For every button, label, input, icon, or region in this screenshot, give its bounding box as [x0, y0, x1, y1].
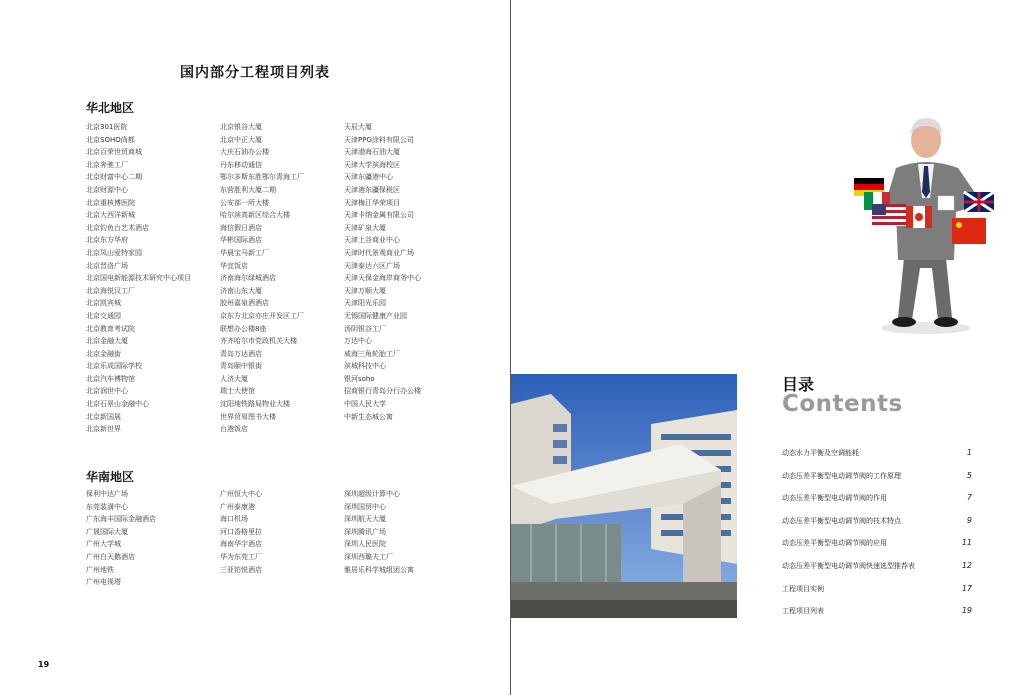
toc-entry-label: 工程项目列表: [782, 607, 824, 616]
toc-entry[interactable]: [782, 471, 972, 494]
project-list-item: 哈尔滨高新区综合大楼: [220, 211, 290, 220]
toc-entry-label: 动态压差平衡型电动调节阀的作用: [782, 494, 887, 503]
toc-entry[interactable]: [782, 538, 972, 561]
project-list-item: 天辰大厦: [344, 123, 372, 131]
project-list-item: 北京银谷大厦: [220, 123, 262, 131]
project-list-item: 天津卡纳金属有限公司: [344, 211, 414, 220]
toc-title: 目录: [782, 375, 815, 394]
toc-entry-page: 7: [966, 493, 972, 503]
project-list-item: 北京海悦汉工厂: [86, 286, 135, 295]
project-list-item: 三亚铂悦酒店: [220, 565, 262, 574]
modern-building-photo: [511, 374, 737, 618]
project-list-item: 丹东移动通信: [220, 160, 262, 169]
project-list-item: 北京中正大厦: [220, 135, 262, 144]
project-list-item: 广东海丰国际金融酒店: [86, 515, 156, 524]
project-list-item: 深圳航天大厦: [344, 515, 386, 524]
project-list-item: 深圳人民医院: [344, 540, 386, 549]
toc-entry-page: 19: [961, 606, 972, 616]
project-list-item: 北京百荣世贸商城: [86, 148, 142, 157]
right-page: [511, 0, 1024, 695]
project-list-item: 北京国电新能源技术研究中心项目: [86, 274, 191, 283]
project-list-item: 北京东方华府: [86, 236, 128, 245]
project-list-item: 无锡国际健康产业园: [344, 311, 407, 320]
toc-entry[interactable]: [782, 448, 972, 471]
project-list-item: 北京教育考试院: [86, 324, 135, 333]
project-list-item: 公安部一所大楼: [220, 198, 269, 207]
toc-entry[interactable]: [782, 561, 972, 584]
project-list-item: 沈阳地铁路局物业大楼: [220, 400, 290, 409]
project-list-item: 北京301医院: [86, 123, 128, 131]
toc-entry-page: 12: [961, 560, 972, 570]
project-list-item: 北京乐成国际学校: [86, 362, 142, 371]
project-list-item: 联想办公楼8座: [220, 324, 267, 333]
project-list-item: 海口机场: [220, 515, 248, 524]
project-list-item: 广州电视塔: [86, 578, 121, 587]
project-list-item: 北京钓鱼台艺术酒店: [86, 223, 149, 232]
project-list-item: 中新生态城公寓: [344, 412, 393, 421]
project-list-item: 北京汽车博物馆: [86, 374, 135, 383]
project-list-item: 北京新国展: [86, 412, 121, 421]
toc-entry-label: 动态压差平衡型电动调节阀的技术特点: [782, 516, 901, 525]
project-list-item: 深圳腾讯广场: [344, 527, 386, 536]
project-list-item: 滨城科技中心: [344, 362, 386, 371]
project-list-item: 大庆石油办公楼: [220, 148, 269, 157]
project-list-item: 北京凤山爱特家园: [86, 248, 142, 257]
project-list-item: 河口香格里拉: [220, 527, 262, 536]
toc-entry-label: 动态压差平衡型电动调节阀快速选型推荐表: [782, 561, 915, 570]
project-list-item: 华为东莞工厂: [220, 552, 262, 561]
project-list-item: 台港饭店: [220, 425, 248, 434]
project-list-item: 济南海尔绿城酒店: [220, 274, 276, 283]
project-list-item: 广州泰康港: [220, 502, 255, 511]
project-list-item: 华彬国际酒店: [220, 236, 262, 245]
project-list-item: 北京大西洋新城: [86, 211, 135, 220]
project-list-item: 深圳国贸中心: [344, 502, 386, 511]
project-list-item: 北京财源中心: [86, 185, 128, 194]
project-list-item: 北京交通园: [86, 311, 121, 320]
page-number: 19: [38, 660, 50, 669]
toc-entry-label: 动态水力平衡及空调能耗: [782, 449, 859, 457]
project-list-item: 天津万顺大厦: [344, 286, 386, 295]
project-list-item: 华宜饭店: [220, 261, 248, 270]
project-list-item: 天津PPG涂料有限公司: [344, 135, 414, 144]
project-list-item: 世界贸易图书大楼: [220, 412, 276, 421]
project-list-item: 银河soho: [344, 374, 375, 383]
project-list-item: 京东方北京亦庄开发区工厂: [220, 311, 304, 320]
project-list-item: 北京重核博医院: [86, 198, 135, 207]
project-list-item: 深圳超级计算中心: [344, 490, 400, 498]
project-list-item: 北京SOHO尚都: [86, 135, 135, 144]
project-list-item: 海南华宇酒店: [220, 540, 262, 549]
project-list-item: 天津天保金海岸商务中心: [344, 274, 421, 283]
project-list-item: 天津矿泉大厦: [344, 223, 386, 232]
project-list-item: 北京财富中心二期: [86, 173, 142, 182]
region-title-north: 华北地区: [86, 101, 135, 115]
project-list-item: 广州地铁: [86, 565, 114, 574]
project-list-item: 广州恒大中心: [220, 490, 262, 498]
region-title-south: 华南地区: [86, 470, 135, 484]
toc-subtitle: Contents: [782, 391, 903, 417]
project-list-item: 北京晋洛广场: [86, 261, 128, 270]
project-list-item: 广州大学城: [86, 540, 121, 549]
project-column-north-2: [220, 121, 304, 436]
project-list-item: 青岛万达酒店: [220, 349, 262, 358]
project-list-item: 北京新世界: [86, 425, 121, 434]
project-list-item: 天津东疆港中心: [344, 173, 393, 182]
businessman-with-flags-photo: [846, 108, 1006, 338]
project-list-item: 胶州嘉泉酒酒店: [220, 299, 269, 308]
project-list-item: 北京金融大厦: [86, 337, 128, 346]
project-list-item: 招商银行青岛分行办公楼: [344, 387, 421, 396]
project-list-item: 广州白天鹅酒店: [86, 552, 135, 561]
toc-entry-label: 工程项目实例: [782, 584, 824, 593]
project-list-item: 齐齐哈尔市党政机关大楼: [220, 337, 297, 346]
project-list-item: 北京润世中心: [86, 387, 128, 396]
project-list-item: 北京石景山金融中心: [86, 400, 149, 409]
project-list-item: 北京凯宾城: [86, 299, 121, 308]
toc-entry-page: 5: [966, 470, 972, 480]
project-list-item: 天津上谷商业中心: [344, 236, 400, 245]
project-list-item: 汤阴银谷工厂: [344, 324, 386, 333]
table-of-contents: [782, 448, 972, 629]
project-list-item: 东莞装潢中心: [86, 502, 128, 511]
toc-entry-page: 9: [966, 515, 972, 525]
project-list-item: 青岛颐中银街: [220, 362, 262, 371]
toc-entry[interactable]: [782, 606, 972, 629]
toc-entry-page: 1: [966, 448, 972, 457]
project-column-south-1: [86, 488, 156, 589]
project-list-item: 东营胜利大厦二期: [220, 185, 276, 194]
project-list-item: 广晟国际大厦: [86, 527, 128, 536]
project-list-item: 海信假日酒店: [220, 223, 262, 232]
toc-entry-page: 17: [961, 583, 972, 593]
project-list-item: 威海三角轮胎工厂: [344, 349, 400, 358]
project-list-item: 天津大学滨海校区: [344, 160, 400, 169]
project-column-south-2: [220, 488, 262, 576]
toc-entry-label: 动态压差平衡型电动调节阀的工作原理: [782, 471, 901, 480]
project-list-item: 北京奔驰工厂: [86, 160, 128, 169]
page-title: 国内部分工程项目列表: [180, 65, 330, 81]
project-list-item: 天津泰达六区广场: [344, 261, 400, 270]
toc-entry[interactable]: [782, 584, 972, 607]
toc-entry[interactable]: [782, 493, 972, 516]
project-list-item: 济南山东大厦: [220, 286, 262, 295]
project-column-south-3: [344, 488, 414, 576]
project-list-item: 人济大厦: [220, 374, 248, 383]
project-list-item: 天津阳光乐园: [344, 299, 386, 308]
project-list-item: 华晨宝马新工厂: [220, 248, 269, 257]
project-list-item: 瑞士大使馆: [220, 387, 255, 396]
project-column-north-3: [344, 121, 421, 423]
project-list-item: 北京金融街: [86, 349, 121, 358]
project-column-north-1: [86, 121, 191, 436]
project-list-item: 天津时代景观商业广场: [344, 248, 414, 257]
toc-entry[interactable]: [782, 516, 972, 539]
project-list-item: 天津梅江华荣项目: [344, 198, 400, 207]
left-page: [0, 0, 510, 695]
project-list-item: 万达中心: [344, 337, 372, 346]
toc-entry-page: 11: [961, 538, 972, 548]
project-list-item: 中国人民大学: [344, 400, 386, 409]
project-list-item: 鄂尔多斯东胜鄂尔青海工厂: [220, 173, 304, 182]
project-list-item: 深圳西璐夫工厂: [344, 552, 393, 561]
project-list-item: 雅居乐科学城组团公寓: [344, 565, 414, 574]
toc-entry-label: 动态压差平衡型电动调节阀的应用: [782, 539, 887, 548]
project-list-item: 天津港东疆保税区: [344, 185, 400, 194]
project-list-item: 保利中达广场: [86, 490, 128, 498]
project-list-item: 天津渤海石油大厦: [344, 148, 400, 157]
